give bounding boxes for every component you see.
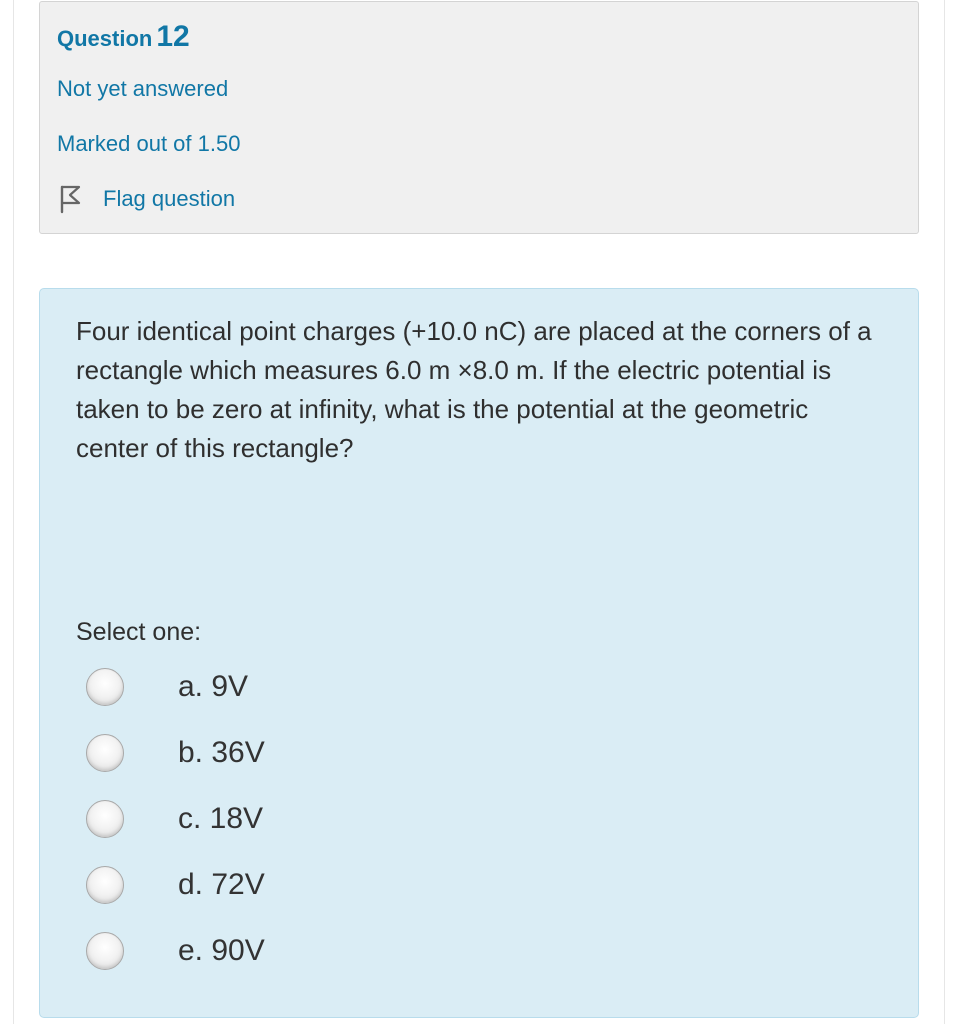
radio-button[interactable] xyxy=(86,932,124,970)
radio-button[interactable] xyxy=(86,668,124,706)
question-grade: Marked out of 1.50 xyxy=(57,131,241,156)
answer-option-b[interactable] xyxy=(86,731,486,775)
answer-option-c[interactable] xyxy=(86,797,486,841)
question-number: 12 xyxy=(156,20,190,53)
radio-button[interactable] xyxy=(86,800,124,838)
question-info-panel xyxy=(39,1,919,234)
answer-prompt: Select one: xyxy=(76,618,202,646)
answer-option-d[interactable] xyxy=(86,863,486,907)
flag-question-label[interactable]: Flag question xyxy=(103,186,236,211)
flag-question-button[interactable] xyxy=(57,182,235,216)
answer-label[interactable]: d. 72V xyxy=(178,868,265,901)
question-label: Question xyxy=(57,26,153,51)
answer-label[interactable]: a. 9V xyxy=(178,670,249,703)
answer-option-a[interactable] xyxy=(86,665,486,709)
question-text: Four identical point charges (+10.0 nC) are placed at the corners of a rectangle which measures 6.0 m ×8.0 m. If the electric potential is taken to be zero at infinity, what is the potential at the geometric center of this rectangle? xyxy=(76,316,872,463)
page-border-left xyxy=(13,0,14,1024)
page-border-right xyxy=(944,0,945,1024)
radio-button[interactable] xyxy=(86,734,124,772)
answer-label[interactable]: e. 90V xyxy=(178,934,265,967)
question-formulation xyxy=(39,288,919,1018)
question-heading xyxy=(57,20,190,54)
answer-option-e[interactable] xyxy=(86,929,486,973)
radio-button[interactable] xyxy=(86,866,124,904)
answer-label[interactable]: c. 18V xyxy=(178,802,264,835)
answer-label[interactable]: b. 36V xyxy=(178,736,265,769)
question-state: Not yet answered xyxy=(57,76,229,101)
flag-icon[interactable] xyxy=(57,184,83,214)
